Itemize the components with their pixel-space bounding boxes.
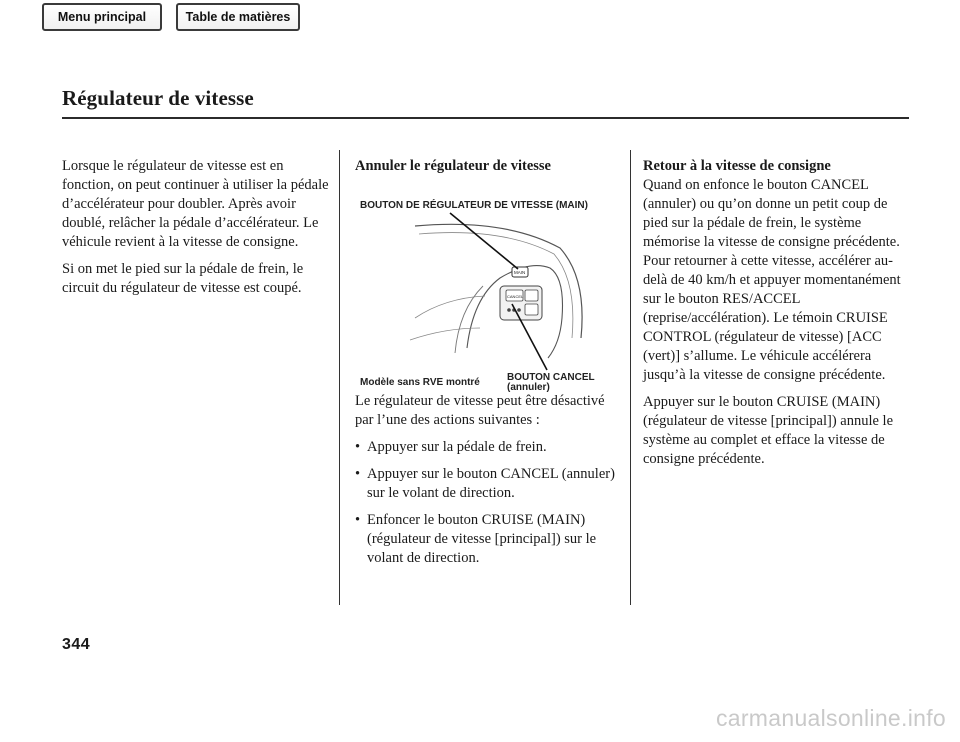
- paragraph-overtaking: Lorsque le régulateur de vitesse est en fonction, on peut continuer à utiliser la pédale d’accélérateur pour doubler. Après avoir doublé, relâcher la pédale d’accélérateur. Le véhicule revient à la vitesse de consigne.: [62, 158, 329, 250]
- column-middle: [355, 157, 620, 576]
- list-item: • Appuyer sur le bouton CANCEL (annuler) sur le volant de direction.: [355, 466, 615, 501]
- main-button-callout: BOUTON DE RÉGULATEUR DE VITESSE (MAIN): [360, 200, 588, 211]
- cancel-heading: Annuler le régulateur de vitesse: [355, 158, 551, 174]
- bullet-icon: •: [355, 439, 361, 455]
- column-divider-right: [630, 150, 631, 605]
- bullet-icon: •: [355, 466, 361, 482]
- page-title: Régulateur de vitesse: [62, 86, 254, 110]
- column-right: [643, 157, 913, 477]
- main-button-text: MAIN: [514, 270, 526, 275]
- column-divider-left: [339, 150, 340, 605]
- bullet-icon: •: [355, 512, 361, 528]
- table-of-contents-button[interactable]: Table de matières: [176, 3, 300, 31]
- list-item: • Appuyer sur la pédale de frein.: [355, 439, 547, 455]
- page-number: 344: [62, 636, 91, 653]
- cancel-actions-list: [355, 438, 620, 568]
- resume-heading: Retour à la vitesse de consigne: [643, 158, 831, 174]
- main-menu-button[interactable]: Menu principal: [42, 3, 162, 31]
- cancel-callout-line2: (annuler): [507, 382, 550, 393]
- paragraph-main-off: Appuyer sur le bouton CRUISE (MAIN) (régulateur de vitesse [principal]) annule le système au complet et efface la vitesse de consigne précédente.: [643, 394, 894, 467]
- cancel-button-text: CANCEL: [507, 294, 524, 299]
- model-note-caption: Modèle sans RVE montré: [360, 377, 480, 388]
- cancel-button-callout: [507, 373, 595, 393]
- column-left: [62, 157, 332, 306]
- watermark: carmanualsonline.info: [715, 705, 946, 731]
- paragraph-brake-cutoff: Si on met le pied sur la pédale de frein, le circuit du régulateur de vitesse est coupé.: [62, 261, 304, 296]
- cancel-callout-line1: BOUTON CANCEL: [507, 372, 595, 383]
- paragraph-resume: Quand on enfonce le bouton CANCEL (annuler) ou qu’on donne un petit coup de pied sur la pédale de frein, le système mémorise la vitesse de consigne précédente. Pour retourner à cette vitesse, accélérer au-delà de 40 km/h et appuyer momentanément sur le bouton RES/ACCEL (reprise/accélération). Le témoin CRUISE CONTROL (régulateur de vitesse) [ACC (vert)] s’allume. Le véhicule accélérera jusqu’à la vitesse de consigne précédente.: [643, 177, 901, 383]
- steering-wheel-figure: [355, 178, 617, 393]
- list-item: • Enfoncer le bouton CRUISE (MAIN) (régulateur de vitesse [principal]) sur le volant de direction.: [355, 512, 597, 566]
- title-rule: [62, 117, 909, 119]
- cancel-intro: Le régulateur de vitesse peut être désactivé par l’une des actions suivantes :: [355, 393, 605, 428]
